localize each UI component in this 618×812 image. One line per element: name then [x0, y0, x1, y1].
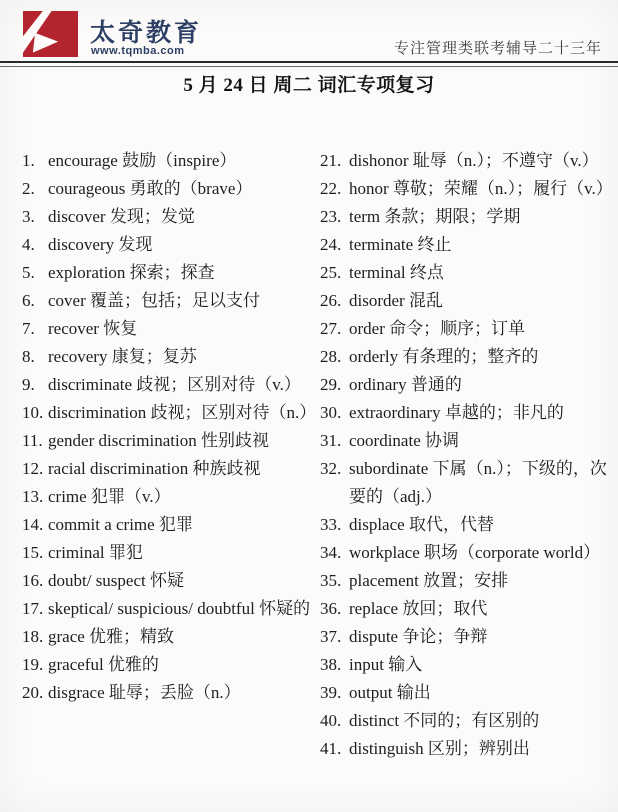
item-number: 32.	[320, 459, 342, 478]
item-number: 18.	[22, 627, 44, 646]
item-text: commit a crime 犯罪	[48, 515, 193, 534]
item-text: subordinate 下属（n.）；下级的，次要的（adj.）	[349, 459, 607, 506]
list-item	[320, 315, 616, 343]
item-text: displace 取代，代替	[349, 515, 494, 534]
item-number: 1.	[22, 151, 35, 170]
vocab-list-left	[22, 147, 317, 707]
list-item	[320, 735, 616, 763]
item-number: 35.	[320, 571, 342, 590]
list-item	[320, 343, 616, 371]
item-text: distinguish 区别；辨别出	[349, 739, 530, 758]
item-number: 11.	[22, 431, 43, 450]
item-number: 6.	[22, 291, 35, 310]
item-number: 29.	[320, 375, 342, 394]
list-item	[22, 455, 314, 483]
item-text: honor 尊敬；荣耀（n.）；履行（v.）	[349, 179, 613, 198]
item-number: 16.	[22, 571, 44, 590]
item-number: 26.	[320, 291, 342, 310]
item-text: courageous 勇敢的（brave）	[48, 179, 253, 198]
list-item	[320, 287, 616, 315]
list-item	[320, 707, 616, 735]
item-number: 39.	[320, 683, 342, 702]
item-number: 15.	[22, 543, 44, 562]
item-text: dishonor 耻辱（n.）；不遵守（v.）	[349, 151, 599, 170]
item-number: 27.	[320, 319, 342, 338]
list-item	[22, 315, 314, 343]
list-item	[320, 679, 616, 707]
list-item	[320, 371, 616, 399]
list-item	[320, 455, 616, 511]
page-title: 5 月 24 日 周二 词汇专项复习	[183, 75, 435, 96]
item-text: input 输入	[349, 655, 423, 674]
item-text: discovery 发现	[48, 235, 153, 254]
item-number: 40.	[320, 711, 342, 730]
item-number: 41.	[320, 739, 342, 758]
item-number: 19.	[22, 655, 44, 674]
item-number: 31.	[320, 431, 342, 450]
item-number: 38.	[320, 655, 342, 674]
list-item	[320, 427, 616, 455]
item-text: recover 恢复	[48, 319, 138, 338]
item-text: ordinary 普通的	[349, 375, 462, 394]
list-item	[320, 651, 616, 679]
list-item	[320, 203, 616, 231]
list-item	[22, 483, 314, 511]
list-item	[320, 539, 616, 567]
header-slogan: 专注管理类联考辅导二十三年	[393, 41, 602, 57]
item-text: coordinate 协调	[349, 431, 459, 450]
item-number: 2.	[22, 179, 35, 198]
item-number: 37.	[320, 627, 342, 646]
list-item	[22, 343, 314, 371]
item-number: 12.	[22, 459, 44, 478]
item-text: distinct 不同的；有区别的	[349, 711, 540, 730]
brand-name: 太奇教育	[90, 19, 203, 47]
list-item	[22, 511, 314, 539]
item-text: terminate 终止	[349, 235, 452, 254]
item-number: 7.	[22, 319, 35, 338]
item-text: exploration 探索；探查	[48, 263, 215, 282]
item-number: 23.	[320, 207, 342, 226]
item-number: 14.	[22, 515, 44, 534]
list-item	[22, 371, 314, 399]
item-text: term 条款；期限；学期	[349, 207, 521, 226]
list-item	[320, 147, 616, 175]
list-item	[320, 511, 616, 539]
list-item	[22, 399, 317, 427]
list-item	[22, 595, 314, 623]
list-item	[22, 427, 314, 455]
header-divider-thick	[0, 61, 618, 63]
list-item	[320, 259, 616, 287]
item-number: 3.	[22, 207, 35, 226]
list-item	[22, 203, 314, 231]
header-divider-thin	[0, 66, 618, 67]
list-item	[22, 651, 314, 679]
item-text: grace 优雅；精致	[48, 627, 175, 646]
item-text: orderly 有条理的；整齐的	[349, 347, 539, 366]
item-text: output 输出	[349, 683, 431, 702]
item-number: 10.	[22, 403, 44, 422]
list-item	[320, 595, 616, 623]
list-item	[320, 399, 616, 427]
item-text: order 命令；顺序；订单	[349, 319, 526, 338]
list-item	[320, 175, 616, 203]
item-text: criminal 罪犯	[48, 543, 143, 562]
list-item	[320, 623, 616, 651]
taiqi-logo-icon	[23, 11, 78, 57]
item-number: 8.	[22, 347, 35, 366]
item-number: 22.	[320, 179, 342, 198]
item-text: graceful 优雅的	[48, 655, 159, 674]
list-item	[22, 287, 314, 315]
item-number: 17.	[22, 599, 44, 618]
list-item	[22, 567, 314, 595]
item-number: 33.	[320, 515, 342, 534]
item-text: disgrace 耻辱；丢脸（n.）	[48, 683, 241, 702]
item-number: 5.	[22, 263, 35, 282]
list-item	[320, 231, 616, 259]
item-number: 4.	[22, 235, 35, 254]
item-number: 30.	[320, 403, 342, 422]
list-item	[22, 679, 314, 707]
item-number: 25.	[320, 263, 342, 282]
item-text: discriminate 歧视；区别对待（v.）	[48, 375, 301, 394]
item-text: recovery 康复；复苏	[48, 347, 197, 366]
item-number: 36.	[320, 599, 342, 618]
item-text: encourage 鼓励（inspire）	[48, 151, 237, 170]
item-text: racial discrimination 种族歧视	[48, 459, 261, 478]
item-text: replace 放回；取代	[349, 599, 488, 618]
item-number: 24.	[320, 235, 342, 254]
item-text: disorder 混乱	[349, 291, 443, 310]
item-number: 21.	[320, 151, 342, 170]
item-number: 9.	[22, 375, 35, 394]
item-text: dispute 争论；争辩	[349, 627, 488, 646]
item-number: 28.	[320, 347, 342, 366]
item-text: doubt/ suspect 怀疑	[48, 571, 184, 590]
item-number: 13.	[22, 487, 44, 506]
list-item	[22, 259, 314, 287]
item-text: skeptical/ suspicious/ doubtful 怀疑的	[48, 599, 311, 618]
list-item	[22, 623, 314, 651]
list-item	[22, 539, 314, 567]
item-text: workplace 职场（corporate world）	[349, 543, 601, 562]
list-item	[22, 147, 314, 175]
item-text: crime 犯罪（v.）	[48, 487, 171, 506]
item-text: placement 放置；安排	[349, 571, 509, 590]
list-item	[22, 231, 314, 259]
item-text: extraordinary 卓越的；非凡的	[349, 403, 564, 422]
item-text: discover 发现；发觉	[48, 207, 195, 226]
item-text: terminal 终点	[349, 263, 444, 282]
item-text: cover 覆盖；包括；足以支付	[48, 291, 261, 310]
list-item	[320, 567, 616, 595]
item-number: 20.	[22, 683, 44, 702]
brand-url: www.tqmba.com	[91, 45, 185, 57]
item-text: gender discrimination 性别歧视	[48, 431, 269, 450]
item-number: 34.	[320, 543, 342, 562]
list-item	[22, 175, 314, 203]
vocab-list-right	[320, 147, 616, 763]
item-text: discrimination 歧视；区别对待（n.）	[48, 403, 317, 422]
